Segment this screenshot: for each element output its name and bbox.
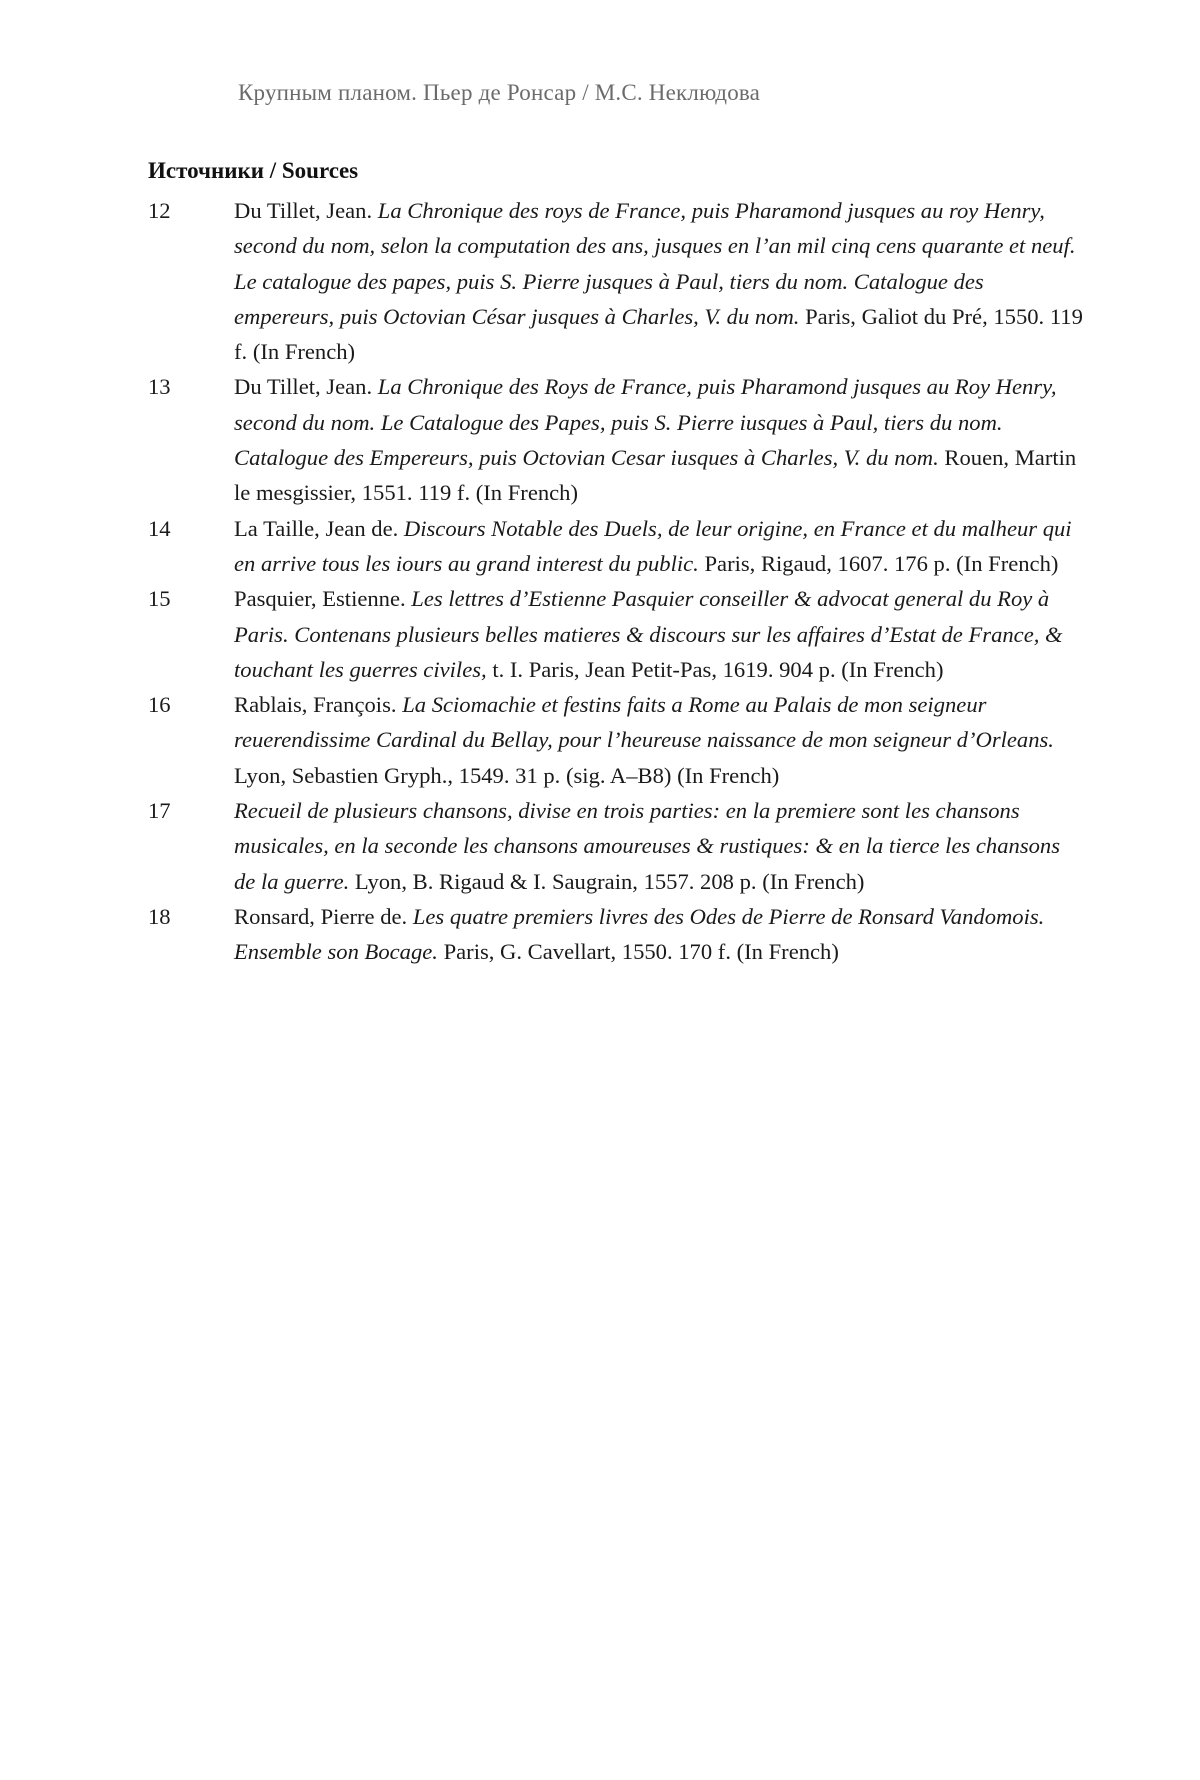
source-author: Rablais, François.: [234, 692, 403, 718]
source-entry: [148, 793, 1084, 899]
source-title: Les lettres d’Estienne Pasquier conseiller & advocat general du Roy à Paris. Contenans plusieurs belles matieres & discours sur les affaires d’Estat de France, & touchant les guerres civiles,: [234, 586, 1063, 682]
source-details: t. I. Paris, Jean Petit-Pas, 1619. 904 p. (In French): [486, 656, 944, 682]
source-number: 15: [148, 586, 171, 612]
source-number: 13: [148, 374, 171, 400]
source-entry: [148, 581, 1084, 687]
source-author: Du Tillet, Jean.: [234, 198, 378, 223]
source-citation: [234, 793, 1084, 899]
source-number: 17: [148, 798, 171, 824]
source-details: Paris, Rigaud, 1607. 176 p. (In French): [698, 550, 1059, 576]
source-title: Recueil de plusieurs chansons, divise en trois parties: en la premiere sont les chansons musicales, en la seconde les chansons amoureuses & rustiques: & en la tierce les chansons de la guerre.: [234, 798, 1061, 894]
source-citation: [234, 511, 1084, 582]
source-author: La Taille, Jean de.: [234, 515, 404, 541]
source-details: Lyon, Sebastien Gryph., 1549. 31 p. (sig. A–B8) (In French): [234, 762, 780, 788]
source-entry: [148, 193, 1084, 369]
source-number: 18: [148, 903, 171, 929]
source-title: La Chronique des Roys de France, puis Pharamond jusques au Roy Henry, second du nom. Le Catalogue des Papes, puis S. Pierre iusques à Paul, tiers du nom. Catalogue des Empereurs, puis Octovian Cesar iusques à Charles, V. du nom.: [234, 374, 1057, 471]
running-head: Крупным планом. Пьер де Ронсар / М.С. Неклюдова: [238, 80, 761, 105]
sources-list: [148, 193, 1084, 970]
source-citation: [234, 193, 1084, 369]
source-citation: [234, 581, 1084, 687]
section-heading: Источники / Sources: [148, 158, 359, 183]
source-number: 16: [148, 692, 171, 718]
source-details: Rouen, Martin le mesgissier, 1551. 119 f. (In French): [234, 445, 1077, 506]
source-author: Ronsard, Pierre de.: [234, 903, 413, 929]
source-title: La Sciomachie et festins faits a Rome au Palais de mon seigneur reuerendissime Cardinal du Bellay, pour l’heureuse naissance de mon seigneur d’Orleans.: [234, 692, 1054, 753]
source-entry: [148, 369, 1084, 510]
source-title: La Chronique des roys de France, puis Pharamond jusques au roy Henry, second du nom, selon la computation des ans, jusques en l’an mil cinq cens quarante et neuf. Le catalogue des papes, puis S. Pierre jusques à Paul, tiers du nom. Catalogue des empereurs, puis Octovian César jusques à Charles, V. du nom.: [234, 198, 1076, 329]
source-title: Les quatre premiers livres des Odes de Pierre de Ronsard Vandomois. Ensemble son Bocage.: [234, 903, 1045, 965]
source-details: Paris, G. Cavellart, 1550. 170 f. (In French): [437, 939, 839, 965]
source-author: Du Tillet, Jean.: [234, 374, 378, 400]
source-citation: [234, 687, 1084, 793]
source-details: Lyon, B. Rigaud & I. Saugrain, 1557. 208 p. (In French): [349, 868, 865, 894]
source-number: 12: [148, 198, 171, 223]
source-entry: [148, 899, 1084, 970]
source-citation: [234, 369, 1084, 510]
source-author: Pasquier, Estienne.: [234, 586, 412, 612]
source-details: Paris, Galiot du Pré, 1550. 119 f. (In French): [234, 303, 1083, 365]
source-title: Discours Notable des Duels, de leur origine, en France et du malheur qui en arrive tous les iours au grand interest du public.: [234, 515, 1072, 576]
source-number: 14: [148, 515, 171, 541]
source-entry: [148, 687, 1084, 793]
source-entry: [148, 511, 1084, 582]
source-citation: [234, 899, 1084, 970]
